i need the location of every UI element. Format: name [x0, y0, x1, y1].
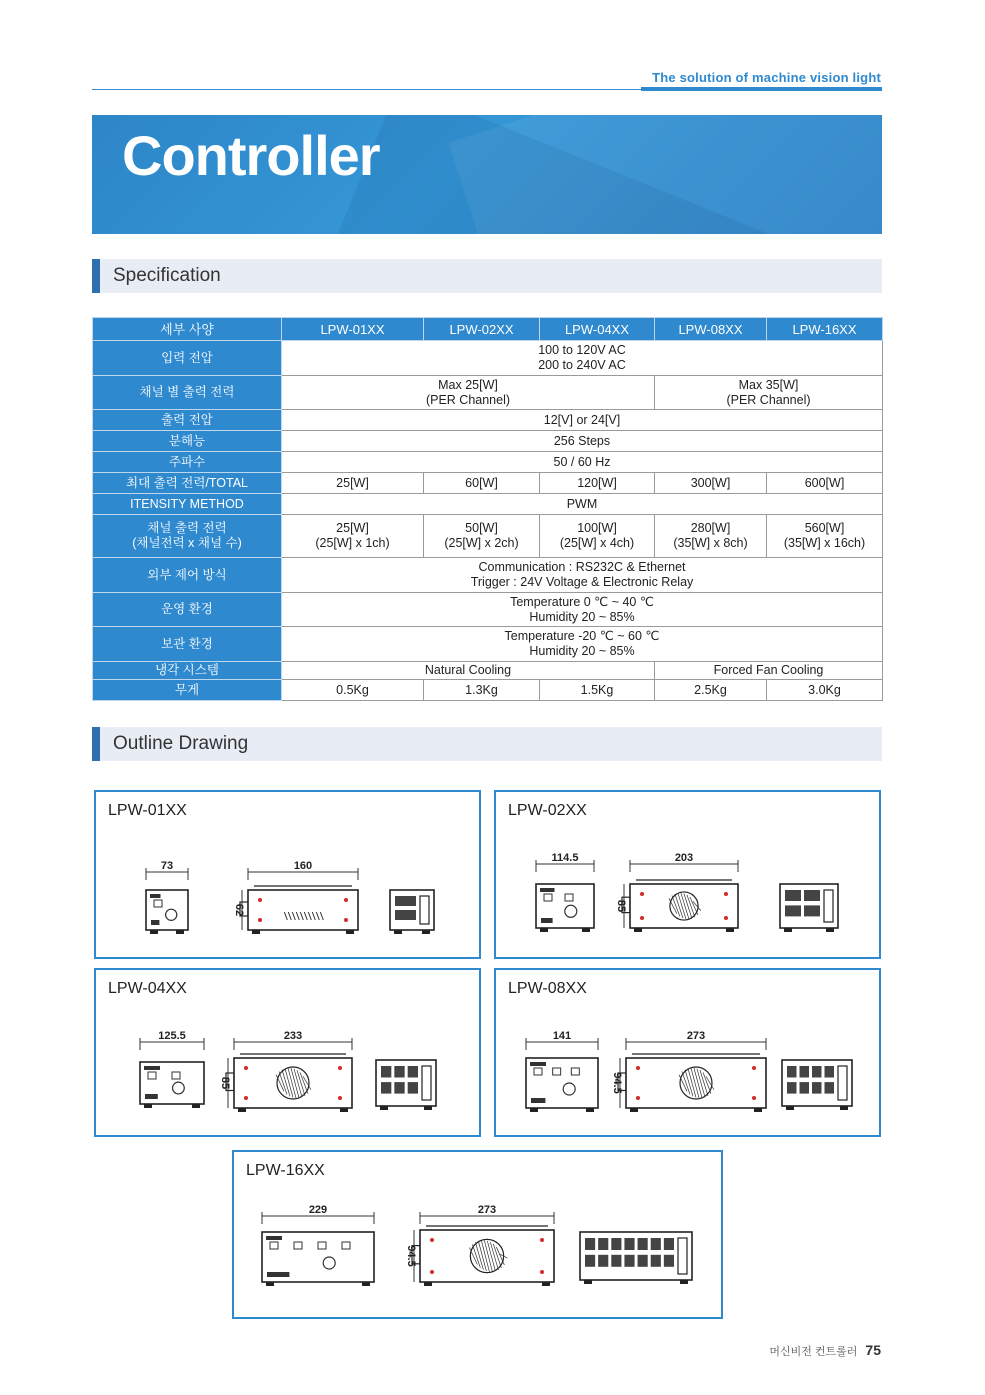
table-cell: Natural Cooling	[282, 662, 655, 680]
rear-port	[395, 910, 416, 920]
table-row	[93, 494, 883, 515]
column-header: 세부 사양	[93, 318, 282, 341]
device-foot	[362, 1282, 370, 1286]
device-foot	[424, 1282, 432, 1286]
screw-mark	[540, 1270, 544, 1274]
table-row	[93, 376, 883, 410]
device-foot	[150, 930, 158, 934]
front-switch	[145, 1094, 158, 1099]
front-switch	[541, 918, 553, 923]
rear-port	[598, 1238, 608, 1250]
table-cell: 1.5Kg	[540, 680, 655, 701]
front-logo	[540, 888, 555, 892]
front-logo	[150, 894, 161, 898]
device-foot	[542, 1282, 550, 1286]
device-foot	[394, 930, 402, 934]
device-foot	[192, 1104, 200, 1108]
cell-line: (35[W] x 8ch)	[673, 536, 748, 550]
rear-port	[394, 1066, 404, 1078]
row-label: 채널 별 출력 전력	[93, 376, 282, 410]
rear-port	[638, 1238, 648, 1250]
table-cell: 2.5Kg	[655, 680, 767, 701]
device-foot	[340, 1108, 348, 1112]
drawing-model-label: LPW-02XX	[508, 802, 587, 819]
table-cell	[282, 341, 883, 376]
dimension-label: 229	[308, 1204, 328, 1216]
table-cell	[282, 627, 883, 662]
section-header-specification	[92, 259, 882, 293]
dimension-label: 273	[686, 1030, 706, 1042]
rear-port	[785, 905, 801, 916]
screw-mark	[636, 1066, 640, 1070]
drawing-model-label: LPW-16XX	[246, 1162, 325, 1179]
section-title: Specification	[113, 265, 221, 286]
front-switch	[151, 920, 159, 925]
table-cell: 60[W]	[424, 473, 540, 494]
dimension-label: 85	[219, 1076, 231, 1090]
row-label: 보관 환경	[93, 627, 282, 662]
rear-port	[598, 1255, 608, 1267]
row-label-line: (채널전력 x 채널 수)	[132, 536, 242, 550]
cell-line: Communication : RS232C & Ethernet	[478, 560, 686, 574]
table-cell	[282, 593, 883, 627]
cell-line: (25[W] x 1ch)	[315, 536, 390, 550]
row-label: 최대 출력 전력/TOTAL	[93, 473, 282, 494]
table-cell: 0.5Kg	[282, 680, 424, 701]
cell-line: Max 25[W]	[438, 377, 498, 392]
title-banner	[92, 115, 882, 234]
rear-port	[611, 1238, 621, 1250]
device-side-view	[248, 890, 358, 930]
drawing-lpw-04xx	[94, 968, 481, 1137]
screw-mark	[244, 1066, 248, 1070]
rear-port	[651, 1255, 661, 1267]
screw-mark	[752, 1066, 756, 1070]
rear-port	[381, 1082, 391, 1094]
rear-port	[812, 1066, 822, 1078]
rear-port	[825, 1066, 835, 1078]
drawing-lpw-16xx	[232, 1150, 723, 1319]
dimension-label: 62	[233, 903, 245, 917]
spec-table	[92, 317, 883, 701]
cell-line: (25[W] x 4ch)	[559, 536, 635, 550]
row-label: 무게	[93, 680, 282, 701]
device-foot	[680, 1280, 688, 1284]
rear-port	[395, 896, 416, 906]
table-row	[93, 410, 883, 431]
rear-port	[381, 1066, 391, 1078]
cell-line: 50[W]	[465, 521, 498, 535]
table-row	[93, 593, 883, 627]
table-cell: 12[V] or 24[V]	[282, 410, 883, 431]
table-row	[93, 341, 883, 376]
device-foot	[586, 1108, 594, 1112]
screw-mark	[338, 1066, 342, 1070]
rear-port	[624, 1238, 634, 1250]
cell-line: (PER Channel)	[726, 392, 811, 407]
device-foot	[424, 1106, 432, 1110]
column-header: LPW-16XX	[767, 318, 883, 341]
front-logo	[266, 1236, 282, 1240]
footer-text: 머신비전 컨트롤러	[769, 1346, 858, 1358]
cooling-fan	[470, 1239, 503, 1272]
cell-line: (25[W] x 2ch)	[444, 536, 519, 550]
rear-port	[624, 1255, 634, 1267]
table-cell	[540, 515, 655, 558]
table-cell: 120[W]	[540, 473, 655, 494]
cell-line: 100[W]	[577, 521, 617, 535]
drawing-svg	[96, 970, 479, 1135]
table-cell	[424, 515, 540, 558]
device-foot	[726, 928, 734, 932]
drawing-lpw-01xx	[94, 790, 481, 959]
device-foot	[238, 1108, 246, 1112]
front-logo	[530, 1062, 546, 1066]
page-title: Controller	[122, 124, 380, 187]
drawing-model-label: LPW-01XX	[108, 802, 187, 819]
rear-port	[800, 1082, 810, 1094]
rear-port	[825, 1082, 835, 1094]
rear-port	[408, 1066, 418, 1078]
device-foot	[754, 1108, 762, 1112]
device-rear-view	[580, 1232, 692, 1280]
table-cell: 25[W]	[282, 473, 424, 494]
screw-mark	[244, 1096, 248, 1100]
dimension-label: 73	[160, 860, 174, 872]
row-label: 운영 환경	[93, 593, 282, 627]
table-row	[93, 473, 883, 494]
rear-port	[638, 1255, 648, 1267]
table-row	[93, 515, 883, 558]
drawing-model-label: LPW-04XX	[108, 980, 187, 997]
cell-line: 200 to 240V AC	[538, 358, 626, 372]
table-cell: PWM	[282, 494, 883, 515]
rear-port	[800, 1066, 810, 1078]
table-header-row	[93, 318, 883, 341]
front-switch	[531, 1098, 545, 1103]
dimension-label: 273	[477, 1204, 497, 1216]
cell-line: Temperature 0 ℃ ~ 40 ℃	[510, 594, 654, 609]
table-row	[93, 558, 883, 593]
rear-port	[804, 905, 820, 916]
row-label: 분해능	[93, 431, 282, 452]
rear-port	[787, 1082, 797, 1094]
rear-port	[585, 1238, 595, 1250]
cell-line: 280[W]	[690, 521, 731, 535]
section-marker	[92, 259, 100, 293]
cell-line: 25[W]	[336, 521, 369, 535]
row-label: 주파수	[93, 452, 282, 473]
device-foot	[346, 930, 354, 934]
device-foot	[144, 1104, 152, 1108]
rear-port	[611, 1255, 621, 1267]
device-foot	[540, 928, 548, 932]
screw-mark	[724, 916, 728, 920]
dimension-label: 233	[283, 1030, 303, 1042]
screw-mark	[752, 1096, 756, 1100]
page-footer	[769, 1342, 881, 1359]
section-title: Outline Drawing	[113, 733, 249, 754]
rear-port	[812, 1082, 822, 1094]
column-header: LPW-01XX	[282, 318, 424, 341]
screw-mark	[344, 918, 348, 922]
screw-mark	[258, 898, 262, 902]
rear-port	[664, 1238, 674, 1250]
column-header: LPW-04XX	[540, 318, 655, 341]
dimension-label: 114.5	[551, 852, 579, 864]
screw-mark	[640, 916, 644, 920]
cell-line: Humidity 20 ~ 85%	[529, 644, 635, 658]
device-foot	[784, 928, 792, 932]
row-label: 외부 제어 방식	[93, 558, 282, 593]
device-foot	[380, 1106, 388, 1110]
table-row	[93, 452, 883, 473]
screw-mark	[344, 898, 348, 902]
table-cell: Forced Fan Cooling	[655, 662, 883, 680]
rear-port	[394, 1082, 404, 1094]
table-row	[93, 627, 883, 662]
device-foot	[422, 930, 430, 934]
rear-port	[804, 890, 820, 901]
screw-mark	[724, 892, 728, 896]
page-number: 75	[865, 1342, 881, 1358]
table-cell: 1.3Kg	[424, 680, 540, 701]
drawing-svg	[96, 792, 479, 957]
cell-line: Max 35[W]	[738, 377, 799, 392]
row-label: 입력 전압	[93, 341, 282, 376]
cell-line: Trigger : 24V Voltage & Electronic Relay	[470, 575, 694, 589]
rear-port	[651, 1238, 661, 1250]
rear-port	[787, 1066, 797, 1078]
table-cell	[655, 515, 767, 558]
table-cell	[767, 515, 883, 558]
cell-line: (35[W] x 16ch)	[783, 536, 866, 550]
device-foot	[252, 930, 260, 934]
header-tagline: The solution of machine vision light	[652, 70, 881, 85]
screw-mark	[258, 918, 262, 922]
table-cell	[282, 515, 424, 558]
rear-port	[785, 890, 801, 901]
screw-mark	[430, 1270, 434, 1274]
row-label: 출력 전압	[93, 410, 282, 431]
header-rule-accent	[641, 87, 882, 91]
device-foot	[786, 1106, 794, 1110]
column-header: LPW-08XX	[655, 318, 767, 341]
row-label: ITENSITY METHOD	[93, 494, 282, 515]
drawing-model-label: LPW-08XX	[508, 980, 587, 997]
dimension-label: 85	[615, 899, 627, 913]
screw-mark	[430, 1238, 434, 1242]
table-row	[93, 680, 883, 701]
cell-line: (PER Channel)	[425, 392, 511, 407]
front-logo	[144, 1066, 160, 1070]
cell-line: Humidity 20 ~ 85%	[529, 609, 635, 624]
drawing-lpw-02xx	[494, 790, 881, 959]
cell-line: 100 to 120V AC	[538, 343, 626, 357]
drawing-svg	[496, 792, 879, 957]
row-label-line: 채널 출력 전력	[147, 521, 227, 535]
table-cell: 3.0Kg	[767, 680, 883, 701]
dimension-label: 94.5	[611, 1072, 623, 1094]
rear-port	[664, 1255, 674, 1267]
column-header: LPW-02XX	[424, 318, 540, 341]
table-cell: 300[W]	[655, 473, 767, 494]
device-foot	[530, 1108, 538, 1112]
dimension-label: 94.5	[405, 1245, 417, 1267]
table-cell: 600[W]	[767, 473, 883, 494]
screw-mark	[636, 1096, 640, 1100]
screw-mark	[338, 1096, 342, 1100]
table-cell	[282, 376, 655, 410]
drawing-lpw-08xx	[494, 968, 881, 1137]
row-label: 냉각 시스템	[93, 662, 282, 680]
dimension-label: 125.5	[158, 1030, 186, 1042]
drawing-svg	[234, 1152, 721, 1317]
dimension-label: 141	[552, 1030, 572, 1042]
table-cell: 50 / 60 Hz	[282, 452, 883, 473]
device-foot	[584, 1280, 592, 1284]
table-row	[93, 431, 883, 452]
screw-mark	[640, 892, 644, 896]
drawing-svg	[496, 970, 879, 1135]
section-header-outline-drawing	[92, 727, 882, 761]
device-foot	[176, 930, 184, 934]
cell-line: Temperature -20 ℃ ~ 60 ℃	[504, 629, 660, 643]
table-cell	[282, 558, 883, 593]
device-foot	[630, 1108, 638, 1112]
row-label	[93, 515, 282, 558]
table-cell: 256 Steps	[282, 431, 883, 452]
device-foot	[826, 928, 834, 932]
dimension-label: 203	[674, 852, 694, 864]
table-row	[93, 662, 883, 680]
screw-mark	[540, 1238, 544, 1242]
front-switch	[267, 1272, 289, 1277]
device-foot	[634, 928, 642, 932]
section-marker	[92, 727, 100, 761]
device-foot	[582, 928, 590, 932]
table-cell	[655, 376, 883, 410]
device-foot	[266, 1282, 274, 1286]
dimension-label: 160	[293, 860, 313, 872]
cell-line: 560[W]	[804, 521, 845, 535]
device-foot	[840, 1106, 848, 1110]
rear-port	[408, 1082, 418, 1094]
rear-port	[585, 1255, 595, 1267]
